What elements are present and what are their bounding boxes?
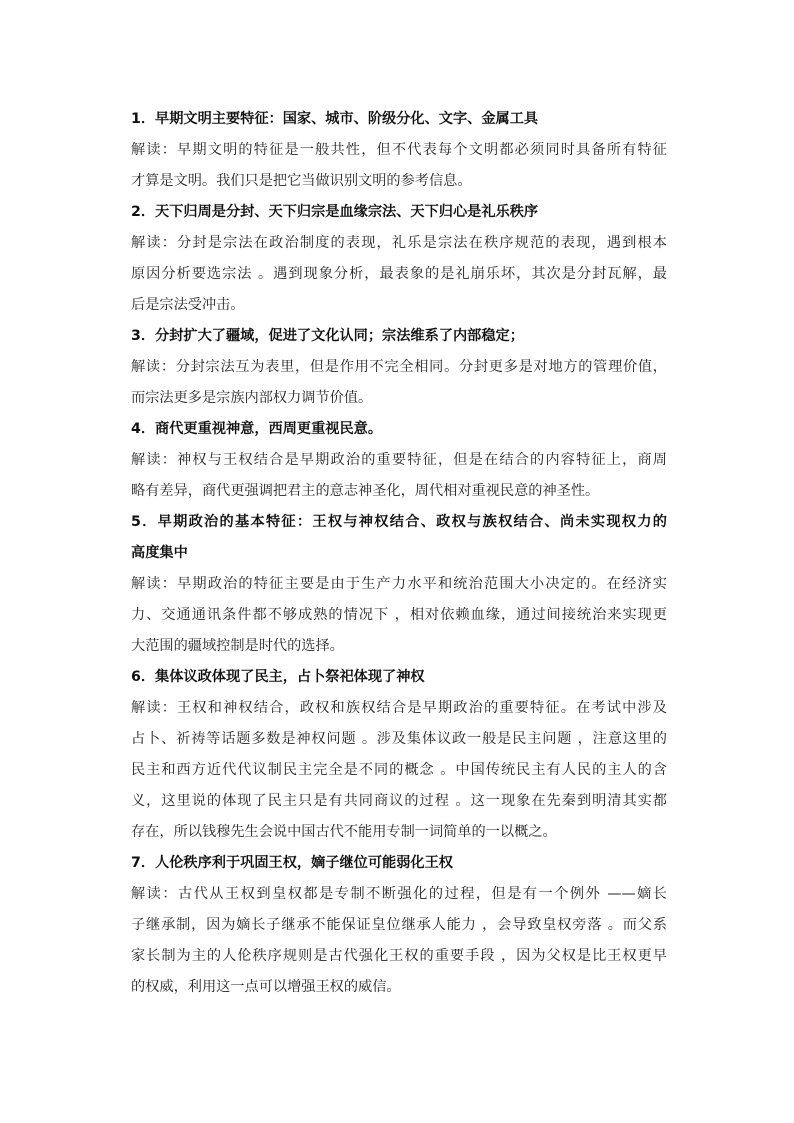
interpretation-line: 存在，所以钱穆先生会说中国古代不能用专制一词简单的一以概之。 (131, 824, 557, 840)
section-heading: 4．商代更重视神意，西周更重视民意。 (131, 421, 383, 437)
section-2 (131, 197, 667, 321)
interpretation-line: 而宗法更多是宗族内部权力调节价值。 (131, 390, 373, 406)
section-3 (131, 321, 667, 414)
interpretation-line: 占卜、祈祷等话题多数是神权问题 。涉及集体议政一般是民主问题 ，注意这里的 (131, 731, 667, 747)
interpretation-line: 解读：王权和神权结合，政权和族权结合是早期政治的重要特征。在考试中涉及 (131, 700, 667, 716)
interpretation-line: 原因分析要选宗法 。遇到现象分析，最表象的是礼崩乐坏，其次是分封瓦解，最 (131, 266, 667, 282)
section-heading: 5．早期政治的基本特征：王权与神权结合、政权与族权结合、尚未实现权力的 (131, 514, 667, 530)
interpretation-line: 解读：早期文明的特征是一般共性，但不代表每个文明都必须同时具备所有特征 (131, 142, 667, 158)
section-heading-continued: 高度集中 (131, 545, 188, 561)
section-4 (131, 414, 667, 507)
section-1 (131, 104, 667, 197)
section-heading: 2．天下归周是分封、天下归宗是血缘宗法、天下归心是礼乐秩序 (131, 204, 539, 220)
interpretation-line: 后是宗法受冲击。 (131, 297, 245, 313)
interpretation-line: 略有差异，商代更强调把君主的意志神圣化，周代相对重视民意的神圣性。 (131, 483, 600, 499)
section-6 (131, 662, 667, 848)
interpretation-line: 子继承制，因为嫡长子继承不能保证皇位继承人能力 ，会导致皇权旁落 。而父系 (131, 917, 667, 933)
interpretation-line: 解读：分封是宗法在政治制度的表现，礼乐是宗法在秩序规范的表现，遇到根本 (131, 235, 667, 251)
section-7 (131, 848, 667, 1003)
interpretation-line: 大范围的疆域控制是时代的选择。 (131, 638, 344, 654)
section-5 (131, 507, 667, 662)
interpretation-line: 解读：早期政治的特征主要是由于生产力水平和统治范围大小决定的。在经济实 (131, 576, 667, 592)
interpretation-line: 力、交通通讯条件都不够成熟的情况下 ，相对依赖血缘，通过间接统治来实现更 (131, 607, 667, 623)
interpretation-line: 解读：神权与王权结合是早期政治的重要特征，但是在结合的内容特征上，商周 (131, 452, 667, 468)
interpretation-line: 家长制为主的人伦秩序规则是古代强化王权的重要手段 ，因为父权是比王权更早 (131, 948, 667, 964)
section-heading: 6．集体议政体现了民主，占卜祭祀体现了神权 (131, 669, 425, 685)
interpretation-line: 民主和西方近代代议制民主完全是不同的概念 。中国传统民主有人民的主人的含 (131, 762, 667, 778)
interpretation-line: 才算是文明。我们只是把它当做识别文明的参考信息。 (131, 173, 472, 189)
section-heading: 7．人伦秩序利于巩固王权，嫡子继位可能弱化王权 (131, 855, 453, 871)
section-heading: 1．早期文明主要特征：国家、城市、阶级分化、文字、金属工具 (131, 111, 539, 127)
interpretation-line: 解读：古代从王权到皇权都是专制不断强化的过程，但是有一个例外 ——嫡长 (131, 886, 667, 902)
document-content (131, 104, 667, 1003)
interpretation-line: 解读：分封宗法互为表里，但是作用不完全相同。分封更多是对地方的管理价值， (131, 359, 667, 375)
interpretation-line: 义，这里说的体现了民主只是有共同商议的过程 。这一现象在先秦到明清其实都 (131, 793, 667, 809)
interpretation-line: 的权威，利用这一点可以增强王权的威信。 (131, 979, 401, 995)
section-heading: 3．分封扩大了疆域，促进了文化认同；宗法维系了内部稳定； (131, 328, 524, 344)
